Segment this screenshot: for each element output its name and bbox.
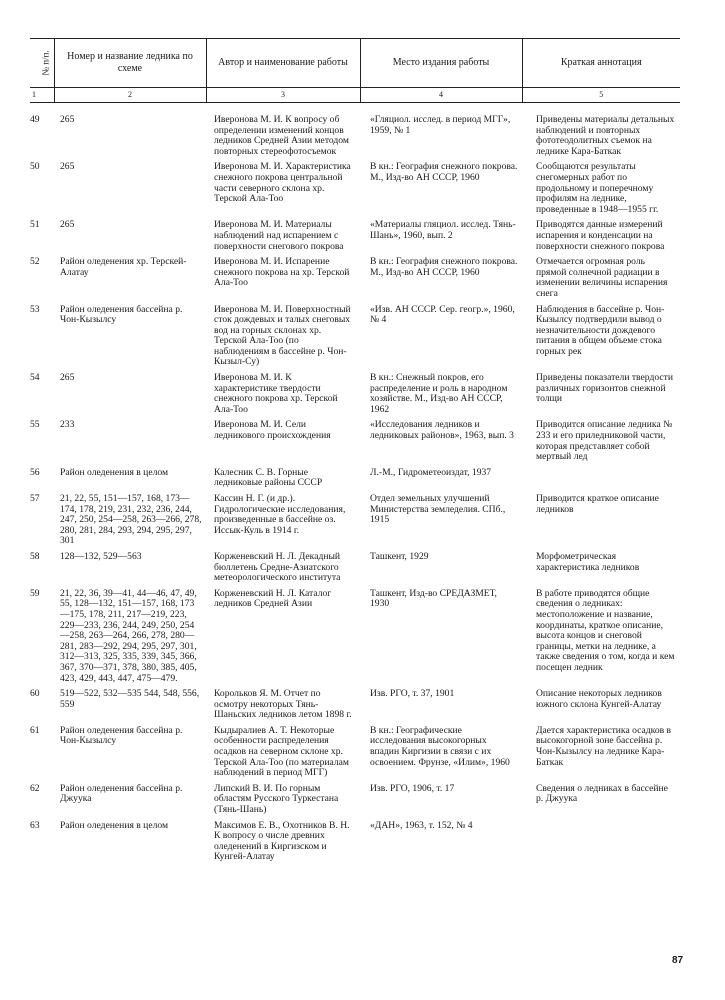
table-row [30, 220, 680, 257]
author-cell: Корженевский Н. Л. Декадный бюллетень Средне-Азиатского метеорологического института [214, 550, 341, 584]
place-cell: «Материалы гляциол. исслед. Тянь-Шань», 1960, вып. 2 [370, 219, 516, 241]
annotation-cell: Сведения о ледниках в бассейне р. Джуука [536, 782, 668, 805]
header-annotation: Краткая аннотация [522, 39, 680, 88]
glacier-cell: Район оледенения в целом [60, 819, 169, 831]
annotation-cell: В работе приводятся общие сведения о ледниках: местоположение и название, координаты, краткое описание, высота концов и снеговой границы, метки на леднике, а также сведения о том, когда и кем посещен ледник [536, 587, 675, 673]
annotation-cell: Приведены материалы детальных наблюдений и повторных фототеодолитных съемок на леднике Кара-Баткак [536, 114, 675, 157]
row-number: 52 [30, 256, 40, 268]
place-cell: В кн.: География снежного покрова. М., Изд-во АН СССР, 1960 [370, 256, 518, 278]
glacier-cell: Район оледенения бассейна р. Чон-Кызылсу [60, 303, 183, 326]
annotation-cell: Дается характеристика осадков в высокогорной зоне бассейна р. Чон-Кызылсу на леднике Кара-Баткак [536, 724, 672, 768]
place-cell: В кн.: Снежный покров, его распределение и роль в народном хозяйстве. М., Изд-во АН СССР, 1962 [370, 372, 508, 415]
annotation-cell: Наблюдения в бассейне р. Чон-Кызылсу подтвердили вывод о незначительности дождевого питания в общем объеме стока горных рек [536, 303, 665, 357]
row-number: 62 [30, 782, 40, 794]
row-number: 63 [30, 819, 40, 831]
column-number: 1 [30, 88, 54, 103]
page-number: 87 [672, 955, 684, 966]
row-number: 57 [30, 493, 40, 504]
glacier-cell: 265 [60, 161, 75, 173]
place-cell: «Гляциол. исслед. в период МГГ», 1959, № 1 [370, 114, 511, 136]
header-place: Место издания работы [360, 39, 522, 88]
author-cell: Иверонова М. И. Материалы наблюдений над испарением с поверхности снегового покрова [214, 219, 344, 252]
annotation-cell: Описание некоторых ледников южного склона Кунгей-Алатау [536, 688, 662, 710]
row-number: 51 [30, 219, 40, 231]
place-cell: Изв. РГО, т. 37, 1901 [370, 688, 455, 700]
author-cell: Максимов Е. В., Охотников В. Н. К вопросу о числе древних оледенений в Киргизском и Кунгей-Алатау [214, 819, 350, 863]
table-row [30, 726, 680, 784]
author-cell: Калесник С. В. Горные ледниковые районы СССР [214, 466, 323, 489]
table-row [30, 257, 680, 304]
author-cell: Иверонова М. И. Поверхностный сток дождевых и талых снеговых вод на горных склонах хр. Терской Ала-Тоо (по наблюдениям в бассейне р. Чон-Кызыл-Су) [214, 303, 351, 368]
annotation-cell: Приводятся данные измерений испарения и конденсации на поверхности снежного покрова [536, 219, 665, 252]
column-number: 2 [54, 88, 206, 103]
place-cell: «Исследования ледников и ледниковых районов», 1963, вып. 3 [370, 419, 514, 442]
author-cell: Иверонова М. И. К вопросу об определении изменений концов ледников Средней Азии методом повторных стереофотосъемок [214, 114, 349, 157]
table-row [30, 420, 680, 467]
glacier-cell: Район оледенения в целом [60, 466, 169, 478]
place-cell: «ДАН», 1963, т. 152, № 4 [370, 819, 473, 831]
place-cell: Отдел земельных улучшений Министерства земледелия. СПб., 1915 [370, 493, 506, 526]
glacier-cell: Район оледенения хр. Терскей-Алатау [60, 256, 187, 278]
row-number: 55 [30, 419, 40, 431]
annotation-cell: Приводится краткое описание ледников [536, 493, 659, 515]
table-row [30, 589, 680, 689]
annotation-cell [522, 821, 680, 868]
author-cell: Иверонова М. И. Испарение снежного покрова на хр. Терской Ала-Тоо [214, 256, 350, 289]
row-number: 49 [30, 114, 40, 125]
place-cell: «Изв. АН СССР. Сер. геогр.», 1960, № 4 [370, 303, 515, 326]
place-cell: Ташкент, Изд-во СРЕДАЗМЕТ, 1930 [370, 587, 497, 610]
row-number: 61 [30, 724, 40, 736]
table-body [30, 103, 680, 869]
author-cell: Кассин Н. Г. (и др.). Гидрологические исследования, произведенные в бассейне оз. Иссык-Куль в 1914 г. [214, 493, 346, 536]
table-row [30, 103, 680, 163]
catalog-page [30, 38, 680, 868]
row-number: 56 [30, 466, 40, 478]
glacier-cell: 128—132, 529—563 [60, 550, 142, 562]
table-row [30, 689, 680, 726]
column-numbers [30, 88, 680, 103]
table-row [30, 305, 680, 374]
author-cell: Иверонова М. И. К характеристике твердости снежного покрова хр. Терской Ала-Тоо [214, 372, 338, 415]
glacier-cell: 21, 22, 55, 151—157, 168, 173—174, 178, 219, 231, 232, 236, 244, 247, 250, 254—258, 263—266, 278, 280, 281, 284, 293, 294, 295, 297, 301 [60, 493, 202, 547]
author-cell: Корженевский Н. Л. Каталог ледников Средней Азии [214, 587, 332, 610]
table-row [30, 821, 680, 868]
header-author: Автор и наименование работы [206, 39, 360, 88]
glacier-cell: 21, 22, 36, 39—41, 44—46, 47, 49, 55, 128—132, 151—157, 168, 173—175, 178, 211, 217—219, 223, 229—233, 236, 244, 249, 250, 254—258, 263—264, 266, 278, 280—281, 283—292, 294, 295, 297, 301, 312—313, 325, 335, 339, 345, 366, 367, 370—371, 378, 380, 385, 405, 423, 429, 443, 447, 475—479. [60, 587, 197, 684]
bibliography-table [30, 38, 680, 868]
glacier-cell: 519—522, 532—535 544, 548, 556, 559 [60, 688, 200, 710]
annotation-cell: Морфометрическая характеристика ледников [536, 550, 640, 573]
row-number: 59 [30, 587, 40, 599]
table-row [30, 373, 680, 420]
row-number: 58 [30, 550, 40, 562]
table-row [30, 494, 680, 552]
table-header [30, 39, 680, 88]
author-cell: Корольков Я. М. Отчет по осмотру некоторых Тянь-Шаньских ледников летом 1898 г. [214, 688, 352, 721]
column-number: 3 [206, 88, 360, 103]
column-number: 4 [360, 88, 522, 103]
place-cell: Ташкент, 1929 [370, 550, 429, 562]
author-cell: Кыдыралиев А. Т. Некоторые особенности распределения осадков на северном склоне хр. Терской Ала-Тоо (по материалам наблюдений в период МГГ) [214, 724, 349, 779]
glacier-cell: 265 [60, 372, 75, 384]
author-cell: Иверонова М. И. Характеристика снежного покрова центральной части северного склона хр. Терской Ала-Тоо [214, 161, 351, 205]
author-cell: Иверонова М. И. Сели ледникового происхождения [214, 419, 331, 442]
annotation-cell [522, 468, 680, 494]
annotation-cell: Приведены показатели твердости различных горизонтов снежной толщи [536, 372, 673, 405]
table-row [30, 552, 680, 589]
table-row [30, 468, 680, 494]
glacier-cell: 265 [60, 114, 75, 125]
glacier-cell: Район оледенения бассейна р. Чон-Кызылсу [60, 724, 183, 747]
place-cell: Л.-М., Гидрометеоиздат, 1937 [370, 466, 492, 478]
annotation-cell: Отмечается огромная роль прямой солнечной радиации в изменении величины испарения снега [536, 256, 668, 299]
row-number: 60 [30, 688, 40, 700]
annotation-cell: Сообщаются результаты снегомерных работ по продольному и поперечному профилям на леднике, проведенные в 1948—1955 гг. [536, 161, 659, 215]
header-glacier: Номер и название ледника по схеме [54, 39, 206, 88]
place-cell: Изв. РГО, 1906, т. 17 [370, 782, 455, 794]
header-number: № п/п. [30, 39, 54, 88]
row-number: 53 [30, 303, 40, 315]
column-number: 5 [522, 88, 680, 103]
author-cell: Липский В. И. По горным областям Русского Туркестана (Тянь-Шань) [214, 782, 339, 816]
glacier-cell: 233 [60, 419, 75, 431]
table-row [30, 784, 680, 821]
glacier-cell: 265 [60, 219, 75, 231]
place-cell: В кн.: География снежного покрова. М., Изд-во АН СССР, 1960 [370, 161, 518, 183]
row-number: 54 [30, 372, 40, 384]
row-number: 50 [30, 161, 40, 173]
glacier-cell: Район оледенения бассейна р. Джуука [60, 782, 183, 805]
table-row [30, 162, 680, 220]
annotation-cell: Приводится описание ледника № 233 и его приледниковой части, которая представляет собой мертвый лед [536, 419, 673, 463]
place-cell: В кн.: Географические исследования высокогорных впадин Киргизии в связи с их освоением. Фрунзе, «Илим», 1960 [370, 724, 510, 768]
